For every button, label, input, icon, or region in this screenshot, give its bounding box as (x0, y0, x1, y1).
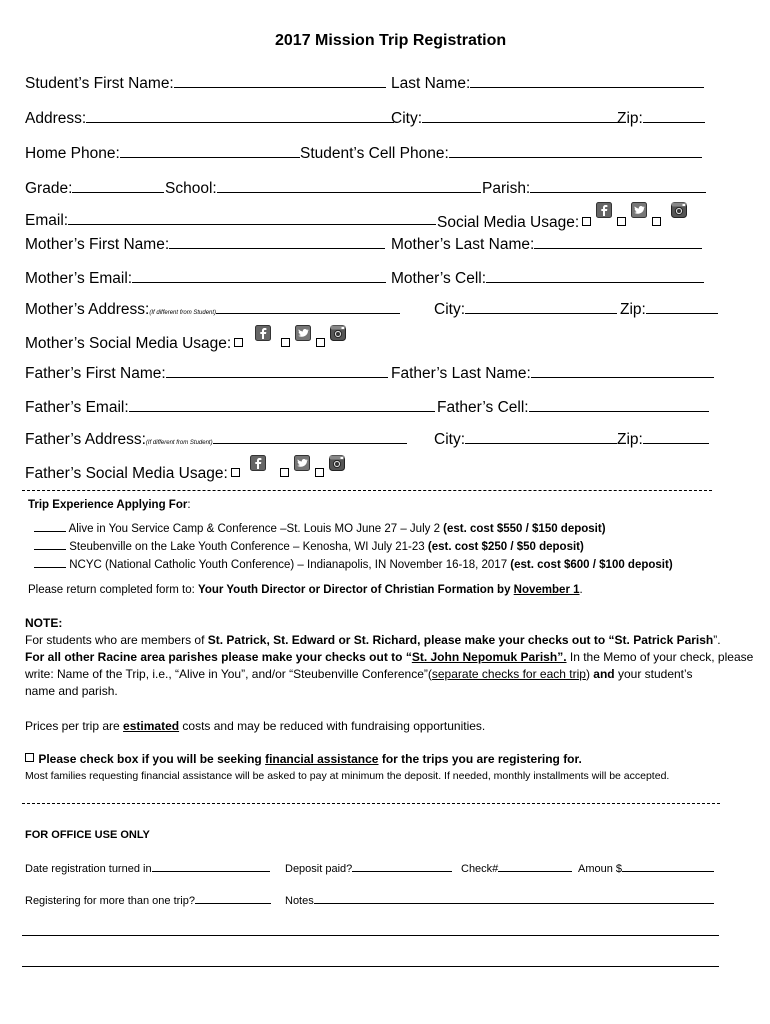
school-line[interactable] (217, 179, 481, 193)
deposit-field[interactable] (285, 861, 452, 875)
school-field[interactable] (165, 179, 481, 198)
parish-field[interactable] (482, 179, 706, 198)
home-phone-field[interactable] (25, 144, 300, 163)
prices-note (25, 719, 485, 733)
father-address-label: Father’s Address: (25, 431, 146, 448)
zip-line[interactable] (643, 109, 705, 123)
note-line3-d: and (593, 667, 615, 681)
note-line-2 (25, 650, 753, 664)
prices-a: Prices per trip are (25, 719, 124, 733)
student-first-name-label: Student’s First Name: (25, 75, 174, 92)
amount-line[interactable] (622, 861, 714, 872)
father-address-field[interactable] (25, 430, 407, 449)
mother-social-media (25, 325, 348, 352)
father-address-line[interactable] (213, 430, 407, 444)
notes-extra-line[interactable] (22, 935, 719, 936)
amount-label: Amoun $ (578, 863, 623, 875)
address-line[interactable] (86, 109, 394, 123)
mother-email-line[interactable] (132, 269, 386, 283)
deposit-line[interactable] (352, 861, 452, 872)
instagram-icon (330, 325, 346, 341)
mother-last-name-field[interactable] (391, 235, 702, 254)
mother-address-line[interactable] (216, 300, 400, 314)
trip-1-cost: (est. cost $550 / $150 deposit) (443, 523, 606, 535)
amount-field[interactable] (578, 861, 714, 875)
father-email-field[interactable] (25, 398, 435, 417)
parish-line[interactable] (530, 179, 706, 193)
financial-assistance-row[interactable] (25, 752, 582, 766)
mother-address-field[interactable] (25, 300, 400, 319)
section-divider (22, 490, 712, 491)
check-field[interactable] (461, 861, 572, 875)
financial-assistance-subnote: Most families requesting financial assistance will be asked to pay at minimum the deposit. If needed, monthly installments will be accepted. (25, 770, 670, 782)
zip-field[interactable] (617, 109, 705, 128)
father-first-name-line[interactable] (166, 364, 388, 378)
note-line3-b: separate checks for each trip (431, 667, 586, 681)
twitter-icon (631, 202, 647, 218)
notes-field[interactable] (285, 893, 714, 907)
twitter-icon (294, 455, 310, 471)
mother-zip-field[interactable] (620, 300, 718, 319)
mother-first-name-field[interactable] (25, 235, 385, 254)
father-last-name-label: Father’s Last Name: (391, 365, 531, 382)
note-line3-c: ) (585, 667, 594, 681)
zip-label: Zip: (617, 110, 643, 127)
home-phone-line[interactable] (120, 144, 300, 158)
trip-option-2[interactable] (34, 539, 584, 553)
instagram-icon (671, 202, 687, 218)
father-cell-label: Father’s Cell: (437, 399, 529, 416)
father-email-label: Father’s Email: (25, 399, 129, 416)
parish-label: Parish: (482, 180, 531, 197)
social-media-label: Social Media Usage: (437, 214, 580, 231)
checkbox-icon[interactable] (617, 217, 626, 226)
if-different-note: (If different from Student) (145, 440, 213, 446)
city-label: City: (391, 110, 422, 127)
twitter-icon (295, 325, 311, 341)
student-cell-label: Student’s Cell Phone: (300, 145, 449, 162)
multiple-label: Registering for more than one trip? (25, 895, 195, 907)
city-field[interactable] (391, 109, 618, 128)
return-to: Your Youth Director or Director of Christian Formation by (198, 584, 514, 596)
fa-c: for the trips you are registering for. (378, 752, 582, 766)
office-heading-text: FOR OFFICE USE ONLY (25, 829, 150, 841)
mother-first-name-line[interactable] (169, 235, 385, 249)
note-line1-c: ”. (713, 633, 721, 647)
grade-field[interactable] (25, 179, 164, 198)
facebook-icon (596, 202, 612, 218)
mother-email-label: Mother’s Email: (25, 270, 133, 287)
note-line-1 (25, 633, 721, 647)
note-line2-b: St. John Nepomuk Parish”. (411, 650, 567, 664)
student-first-name-field[interactable] (25, 74, 386, 93)
trip-2-name: Steubenville on the Lake Youth Conference – Kenosha, WI July 21-23 (69, 541, 425, 553)
mother-city-field[interactable] (434, 300, 617, 319)
city-line[interactable] (422, 109, 618, 123)
father-cell-line[interactable] (529, 398, 709, 412)
checkbox-icon[interactable] (231, 468, 240, 477)
checkbox-icon[interactable] (315, 468, 324, 477)
mother-last-name-label: Mother’s Last Name: (391, 236, 535, 253)
mother-first-name-label: Mother’s First Name: (25, 236, 170, 253)
trip-2-checkline[interactable] (34, 539, 66, 550)
check-line[interactable] (498, 861, 572, 872)
note-line1-b: St. Patrick, St. Edward or St. Richard, please make your checks out to “St. Patrick Parish (207, 633, 714, 647)
multiple-trips-field[interactable] (25, 893, 271, 907)
email-label: Email: (25, 212, 69, 229)
father-city-line[interactable] (465, 430, 617, 444)
email-line[interactable] (68, 211, 436, 225)
trip-1-name: Alive in You Service Camp & Conference –St. Louis MO June 27 – July 2 (68, 523, 440, 535)
date-line[interactable] (152, 861, 270, 872)
father-city-label: City: (434, 431, 465, 448)
father-email-line[interactable] (129, 398, 435, 412)
return-prefix: Please return completed form to: (28, 584, 199, 596)
checkbox-icon[interactable] (280, 468, 289, 477)
notes-line[interactable] (314, 893, 714, 904)
father-zip-line[interactable] (643, 430, 709, 444)
note-line3-e: your student’s (614, 667, 693, 681)
trip-heading-text: Trip Experience Applying For (28, 499, 188, 511)
checkbox-icon[interactable] (281, 338, 290, 347)
student-cell-line[interactable] (449, 144, 702, 158)
mother-city-label: City: (434, 301, 465, 318)
check-label: Check# (461, 863, 499, 875)
trip-heading (28, 499, 191, 511)
note-line1-a: For students who are members of (25, 633, 208, 647)
trip-3-cost: (est. cost $600 / $100 deposit) (510, 559, 673, 571)
address-label: Address: (25, 110, 87, 127)
father-first-name-label: Father’s First Name: (25, 365, 166, 382)
trip-2-cost: (est. cost $250 / $50 deposit) (427, 541, 584, 553)
note-heading (25, 616, 62, 630)
father-last-name-field[interactable] (391, 364, 714, 383)
section-divider (22, 803, 720, 804)
checkbox-icon[interactable] (234, 338, 243, 347)
last-name-label: Last Name: (391, 75, 471, 92)
return-end: . (579, 584, 583, 596)
father-cell-field[interactable] (437, 398, 709, 417)
notes-extra-line[interactable] (22, 966, 719, 967)
mother-city-line[interactable] (465, 300, 617, 314)
student-first-name-line[interactable] (174, 74, 386, 88)
mother-zip-label: Zip: (620, 301, 646, 318)
if-different-note: (If different from Student) (149, 310, 217, 316)
multiple-line[interactable] (195, 893, 271, 904)
last-name-field[interactable] (391, 74, 704, 93)
father-last-name-line[interactable] (531, 364, 714, 378)
trip-3-name: NCYC (National Catholic Youth Conference) – Indianapolis, IN November 16-18, 2017 (69, 559, 508, 571)
checkbox-icon[interactable] (316, 338, 325, 347)
office-heading (25, 829, 150, 841)
mother-social-label: Mother’s Social Media Usage: (25, 335, 232, 352)
mother-last-name-line[interactable] (534, 235, 702, 249)
mother-cell-line[interactable] (486, 269, 704, 283)
last-name-line[interactable] (470, 74, 704, 88)
checkbox-icon[interactable] (25, 753, 34, 762)
student-cell-field[interactable] (300, 144, 702, 163)
school-label: School: (165, 180, 217, 197)
mother-cell-label: Mother’s Cell: (391, 270, 487, 287)
father-social-media (25, 455, 347, 482)
checkbox-icon[interactable] (652, 217, 661, 226)
father-social-label: Father’s Social Media Usage: (25, 465, 228, 482)
mother-address-label: Mother’s Address: (25, 301, 150, 318)
date-label: Date registration turned in (25, 863, 152, 875)
father-city-field[interactable] (434, 430, 617, 449)
mother-cell-field[interactable] (391, 269, 704, 288)
trip-option-1[interactable] (34, 521, 606, 535)
notes-label: Notes (285, 895, 314, 907)
home-phone-label: Home Phone: (25, 145, 120, 162)
facebook-icon (250, 455, 266, 471)
prices-b: estimated (123, 719, 180, 733)
instagram-icon (329, 455, 345, 471)
note-line-4: name and parish. (25, 684, 118, 698)
note-line-3 (25, 667, 692, 681)
fa-b: financial assistance (265, 752, 379, 766)
grade-line[interactable] (72, 179, 164, 193)
email-field[interactable] (25, 211, 436, 230)
trip-heading-colon: : (187, 499, 191, 511)
trip-3-checkline[interactable] (34, 557, 66, 568)
note-heading-text: NOTE: (25, 616, 63, 630)
return-instructions (28, 584, 583, 596)
fa-a: Please check box if you will be seeking (35, 752, 266, 766)
date-turned-in-field[interactable] (25, 861, 270, 875)
prices-c: costs and may be reduced with fundraising opportunities. (179, 719, 486, 733)
deposit-label: Deposit paid? (285, 863, 353, 875)
mother-zip-line[interactable] (646, 300, 718, 314)
father-zip-label: Zip: (617, 431, 643, 448)
trip-option-3[interactable] (34, 557, 673, 571)
father-first-name-field[interactable] (25, 364, 388, 383)
father-zip-field[interactable] (617, 430, 709, 449)
mother-email-field[interactable] (25, 269, 386, 288)
trip-1-checkline[interactable] (34, 521, 66, 532)
note-line3-a: write: Name of the Trip, i.e., “Alive in You”, and/or “Steubenville Conference”( (25, 667, 432, 681)
facebook-icon (255, 325, 271, 341)
return-date: November 1 (513, 584, 580, 596)
student-social-media (437, 202, 689, 231)
address-field[interactable] (25, 109, 394, 128)
note-line2-a: For all other Racine area parishes please make your checks out to “ (25, 650, 412, 664)
checkbox-icon[interactable] (582, 217, 591, 226)
note-line2-c: In the Memo of your check, please (566, 650, 754, 664)
grade-label: Grade: (25, 180, 73, 197)
page-title: 2017 Mission Trip Registration (275, 32, 507, 49)
